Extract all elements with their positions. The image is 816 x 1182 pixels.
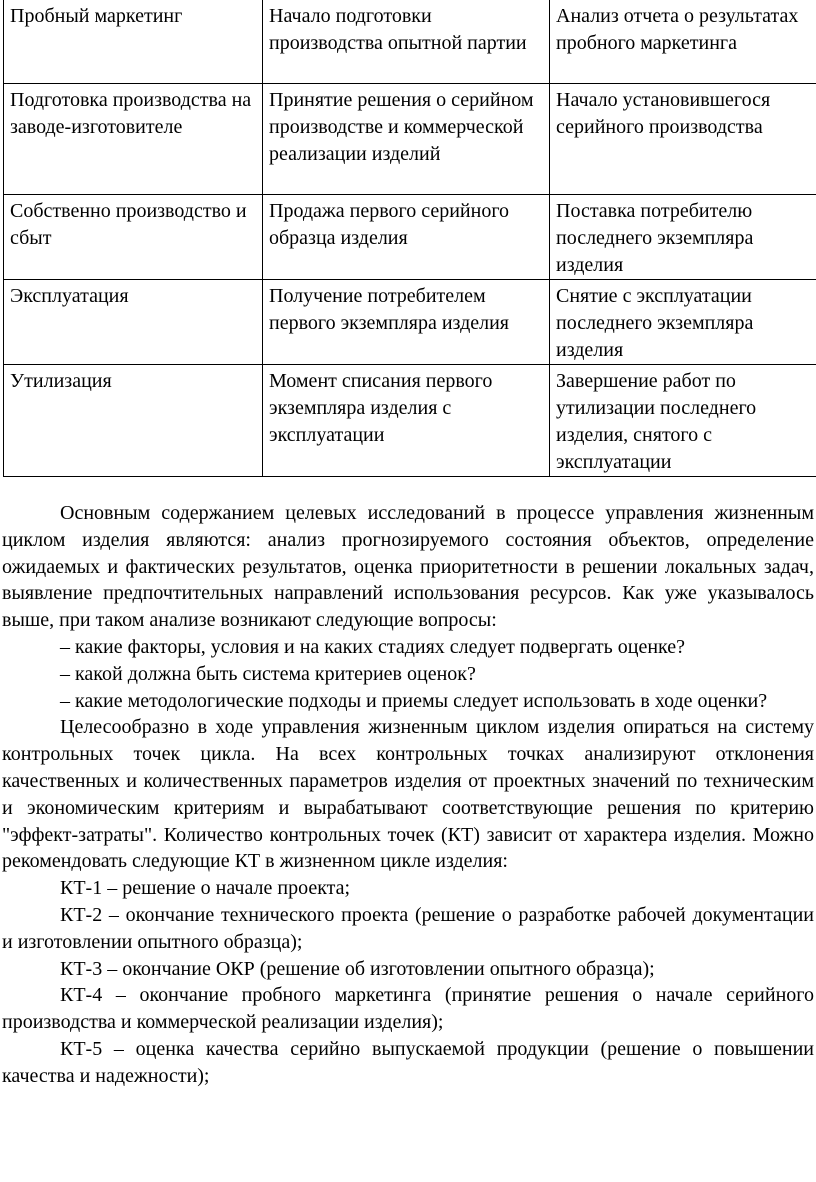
list-item: КТ-2 – окончание технического проекта (решение о разработке рабочей документации и изготовлении опытного образца); <box>2 903 814 953</box>
table-row <box>4 195 816 280</box>
list-item: КТ-3 – окончание ОКР (решение об изготовлении опытного образца); <box>60 957 655 980</box>
table-row <box>4 84 816 195</box>
table-cell-end: Снятие с эксплуатации последнего экземпляра изделия <box>550 280 816 365</box>
table-cell-start: Принятие решения о серийном производстве и коммерческой реализации изделий <box>263 84 550 195</box>
table-cell-end: Завершение работ по утилизации последнего изделия, снятого с эксплуатации <box>550 365 816 477</box>
table-cell-start: Получение потребителем первого экземпляра изделия <box>263 280 550 365</box>
table-cell-stage: Подготовка производства на заводе-изготовителе <box>4 84 263 195</box>
list-item: – какие факторы, условия и на каких стадиях следует подвергать оценке? <box>60 635 685 658</box>
table-row <box>4 365 816 477</box>
list-item: КТ-1 – решение о начале проекта; <box>60 877 351 900</box>
body-text <box>2 500 814 1090</box>
table-cell-end: Начало установившегося серийного производства <box>550 84 816 195</box>
table-cell-start: Начало подготовки производства опытной партии <box>263 0 550 84</box>
paragraph: Основным содержанием целевых исследований в процессе управления жизненным циклом изделия являются: анализ прогнозируемого состояния объектов, определение ожидаемых и фактических результатов, оценка приоритетности в решении локальных задач, выявление предпочтительных направлений использования ресурсов. Как уже указывалось выше, при таком анализе возникают следующие вопросы: <box>2 502 814 632</box>
list-item: КТ-4 – окончание пробного маркетинга (принятие решения о начале серийного производства и коммерческой реализации изделия); <box>2 984 814 1034</box>
table-cell-stage: Утилизация <box>4 365 263 477</box>
table-cell-end: Поставка потребителю последнего экземпляра изделия <box>550 195 816 280</box>
lifecycle-stages-table <box>3 0 816 477</box>
table-row <box>4 280 816 365</box>
table-cell-stage: Собственно производство и сбыт <box>4 195 263 280</box>
table-row <box>4 0 816 84</box>
table-cell-end: Анализ отчета о результатах пробного маркетинга <box>550 0 816 84</box>
list-item: – какой должна быть система критериев оценок? <box>60 662 476 685</box>
list-item: КТ-5 – оценка качества серийно выпускаемой продукции (решение о повышении качества и надежности); <box>2 1037 814 1087</box>
paragraph: Целесообразно в ходе управления жизненным циклом изделия опираться на систему контрольных точек цикла. На всех контрольных точках анализируют отклонения качественных и количественных параметров изделия от проектных значений по техническим и экономическим критериям и вырабатывают соответствующие решения по критерию "эффект-затраты". Количество контрольных точек (КТ) зависит от характера изделия. Можно рекомендовать следующие КТ в жизненном цикле изделия: <box>2 716 814 873</box>
list-item: – какие методологические подходы и приемы следует использовать в ходе оценки? <box>60 689 768 712</box>
table-cell-stage: Эксплуатация <box>4 280 263 365</box>
table-cell-start: Продажа первого серийного образца изделия <box>263 195 550 280</box>
table-cell-stage: Пробный маркетинг <box>4 0 263 84</box>
table-cell-start: Момент списания первого экземпляра изделия с эксплуатации <box>263 365 550 477</box>
